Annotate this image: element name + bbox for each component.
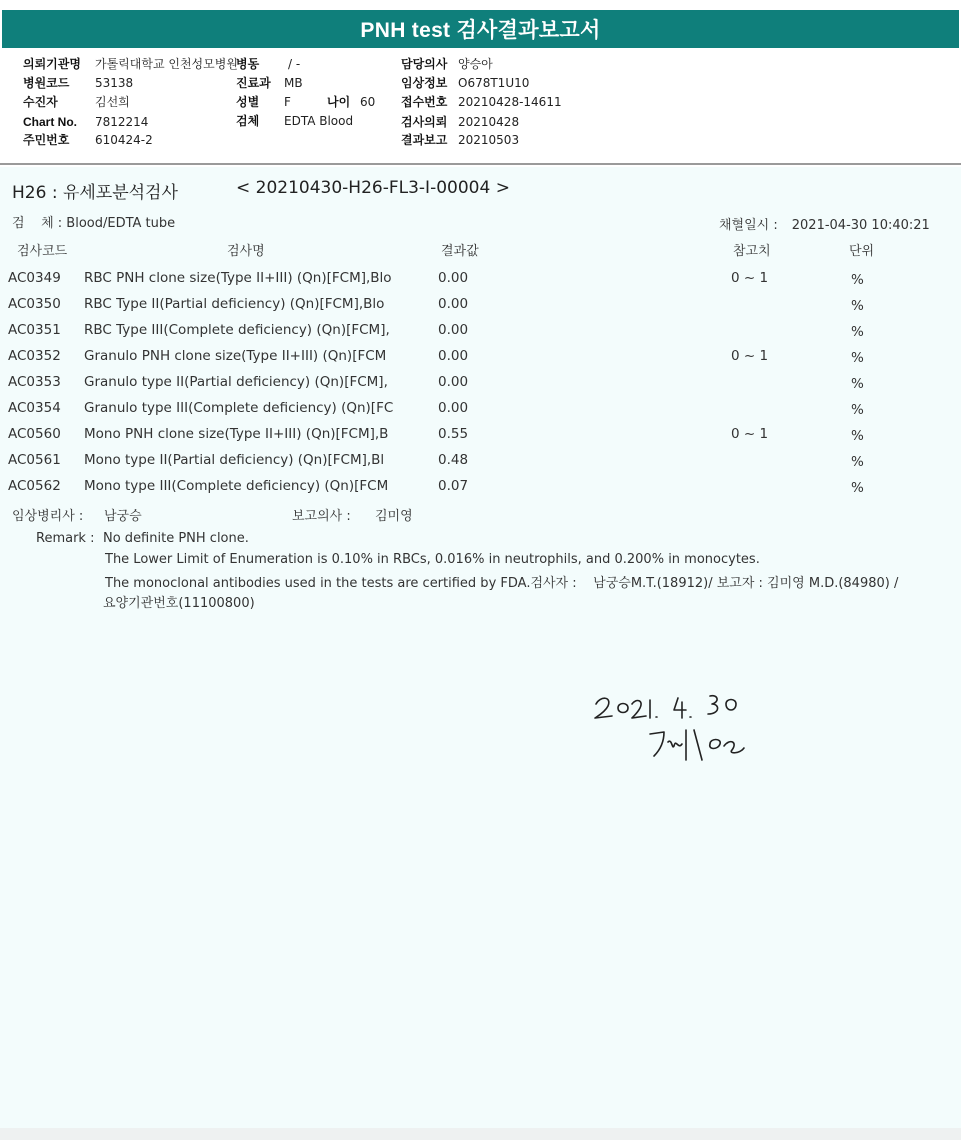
result-code: AC0354	[8, 400, 61, 416]
result-name: Granulo type II(Partial deficiency) (Qn)[FCM],	[84, 374, 388, 390]
header-code: 검사코드	[17, 244, 68, 259]
ward-label: 병동	[236, 57, 260, 71]
department-value: MB	[284, 76, 303, 90]
table-row	[0, 270, 961, 296]
request-date-line	[401, 113, 520, 132]
specimen-number: < 20210430-H26-FL3-I-00004 >	[236, 178, 510, 198]
result-ref: 0 ~ 1	[731, 270, 769, 286]
header-unit: 단위	[849, 244, 875, 259]
result-unit: %	[851, 480, 864, 496]
result-code: AC0560	[8, 426, 61, 442]
specimen-info-line	[236, 112, 354, 131]
result-code: AC0562	[8, 478, 61, 494]
remark-line-4: 요양기관번호(11100800)	[103, 596, 255, 611]
reporter-label: 보고의사 :	[292, 509, 351, 524]
doctor-value: 양승아	[458, 57, 493, 71]
remark-line-2: The Lower Limit of Enumeration is 0.10% in RBCs, 0.016% in neutrophils, and 0.200% in monocytes.	[105, 552, 760, 567]
result-ref: 0 ~ 1	[731, 426, 769, 442]
receipt-no-label: 접수번호	[401, 95, 448, 109]
result-code: AC0350	[8, 296, 61, 312]
result-unit: %	[851, 402, 864, 418]
resident-no-line	[23, 131, 153, 150]
header-divider	[0, 163, 961, 165]
table-row	[0, 400, 961, 426]
ward-line	[236, 55, 301, 74]
report-date-value: 20210503	[458, 133, 520, 147]
collection-label: 채혈일시 :	[719, 218, 778, 233]
handwritten-signature	[590, 690, 790, 780]
report-title: PNH test 검사결과보고서	[2, 10, 959, 48]
remark-line-1: No definite PNH clone.	[103, 531, 249, 546]
department-line	[236, 74, 303, 93]
collection-value: 2021-04-30 10:40:21	[791, 218, 930, 233]
result-unit: %	[851, 324, 864, 340]
age-line	[327, 93, 376, 112]
clinical-info-label: 임상정보	[401, 76, 448, 90]
collection-datetime	[719, 214, 930, 233]
department-label: 진료과	[236, 76, 271, 90]
result-unit: %	[851, 350, 864, 366]
hospital-code-label: 병원코드	[23, 76, 70, 90]
result-name: RBC PNH clone size(Type II+III) (Qn)[FCM],Blo	[84, 270, 392, 286]
result-name: Mono PNH clone size(Type II+III) (Qn)[FCM],B	[84, 426, 389, 442]
clinical-info-value: O678T1U10	[458, 76, 530, 90]
result-unit: %	[851, 272, 864, 288]
result-code: AC0561	[8, 452, 61, 468]
sex-value: F	[284, 95, 291, 109]
clinical-info-line	[401, 74, 530, 93]
examinee-label: 수진자	[23, 95, 58, 109]
table-row	[0, 426, 961, 452]
doctor-label: 담당의사	[401, 57, 448, 71]
reporter-value: 김미영	[375, 509, 413, 524]
table-row	[0, 322, 961, 348]
header-name: 검사명	[227, 244, 265, 259]
pathologist-value: 남궁승	[104, 509, 142, 524]
remark-label: Remark :	[36, 531, 95, 546]
pathologist-label: 임상병리사 :	[12, 509, 84, 524]
result-name: RBC Type III(Complete deficiency) (Qn)[FCM],	[84, 322, 390, 338]
examinee-value: 김선희	[95, 95, 130, 109]
doctor-line	[401, 55, 493, 74]
sex-line	[236, 93, 291, 112]
result-value: 0.00	[438, 400, 469, 416]
header-ref: 참고치	[733, 244, 771, 259]
report-date-label: 결과보고	[401, 133, 448, 147]
remark-line-3: The monoclonal antibodies used in the tests are certified by FDA.검사자 : 남궁승M.T.(18912)/ 보고자 : 김미영 M.D.(84980) /	[105, 576, 899, 591]
result-ref: 0 ~ 1	[731, 348, 769, 364]
table-row	[0, 478, 961, 504]
header-value: 결과값	[441, 244, 479, 259]
result-name: Granulo type III(Complete deficiency) (Qn)[FC	[84, 400, 394, 416]
institution-value: 가톨릭대학교 인천성모병원	[95, 57, 238, 71]
chart-no-value: 7812214	[95, 115, 149, 129]
table-row	[0, 296, 961, 322]
chart-no-label: Chart No.	[23, 115, 77, 129]
result-unit: %	[851, 376, 864, 392]
request-date-value: 20210428	[458, 115, 520, 129]
result-value: 0.00	[438, 270, 469, 286]
result-value: 0.00	[438, 374, 469, 390]
institution-label: 의뢰기관명	[23, 57, 81, 71]
section-code: H26 : 유세포분석검사	[12, 183, 178, 203]
result-value: 0.00	[438, 296, 469, 312]
result-value: 0.00	[438, 322, 469, 338]
result-unit: %	[851, 454, 864, 470]
receipt-no-value: 20210428-14611	[458, 95, 562, 109]
resident-no-label: 주민번호	[23, 133, 70, 147]
specimen-info-value: EDTA Blood	[284, 114, 354, 128]
result-code: AC0349	[8, 270, 61, 286]
result-unit: %	[851, 298, 864, 314]
hospital-code-line	[23, 74, 134, 93]
resident-no-value: 610424-2	[95, 133, 153, 147]
table-row	[0, 348, 961, 374]
result-unit: %	[851, 428, 864, 444]
result-name: Mono type III(Complete deficiency) (Qn)[FCM	[84, 478, 389, 494]
result-value: 0.48	[438, 452, 469, 468]
institution-line	[23, 55, 238, 74]
result-code: AC0353	[8, 374, 61, 390]
request-date-label: 검사의뢰	[401, 115, 448, 129]
result-value: 0.00	[438, 348, 469, 364]
table-row	[0, 374, 961, 400]
age-label: 나이	[327, 95, 351, 109]
ward-value: / -	[288, 57, 301, 71]
result-value: 0.07	[438, 478, 469, 494]
table-row	[0, 452, 961, 478]
result-code: AC0351	[8, 322, 61, 338]
result-code: AC0352	[8, 348, 61, 364]
report-date-line	[401, 131, 520, 150]
specimen-line: 검 체 : Blood/EDTA tube	[12, 216, 176, 231]
result-name: Granulo PNH clone size(Type II+III) (Qn)[FCM	[84, 348, 387, 364]
examinee-line	[23, 93, 130, 112]
specimen-info-label: 검체	[236, 114, 260, 128]
sex-label: 성별	[236, 95, 260, 109]
result-value: 0.55	[438, 426, 469, 442]
age-value: 60	[360, 95, 376, 109]
result-name: RBC Type II(Partial deficiency) (Qn)[FCM],Blo	[84, 296, 385, 312]
hospital-code-value: 53138	[95, 76, 134, 90]
receipt-no-line	[401, 93, 562, 112]
chart-no-line	[23, 113, 149, 132]
result-name: Mono type II(Partial deficiency) (Qn)[FCM],Bl	[84, 452, 385, 468]
